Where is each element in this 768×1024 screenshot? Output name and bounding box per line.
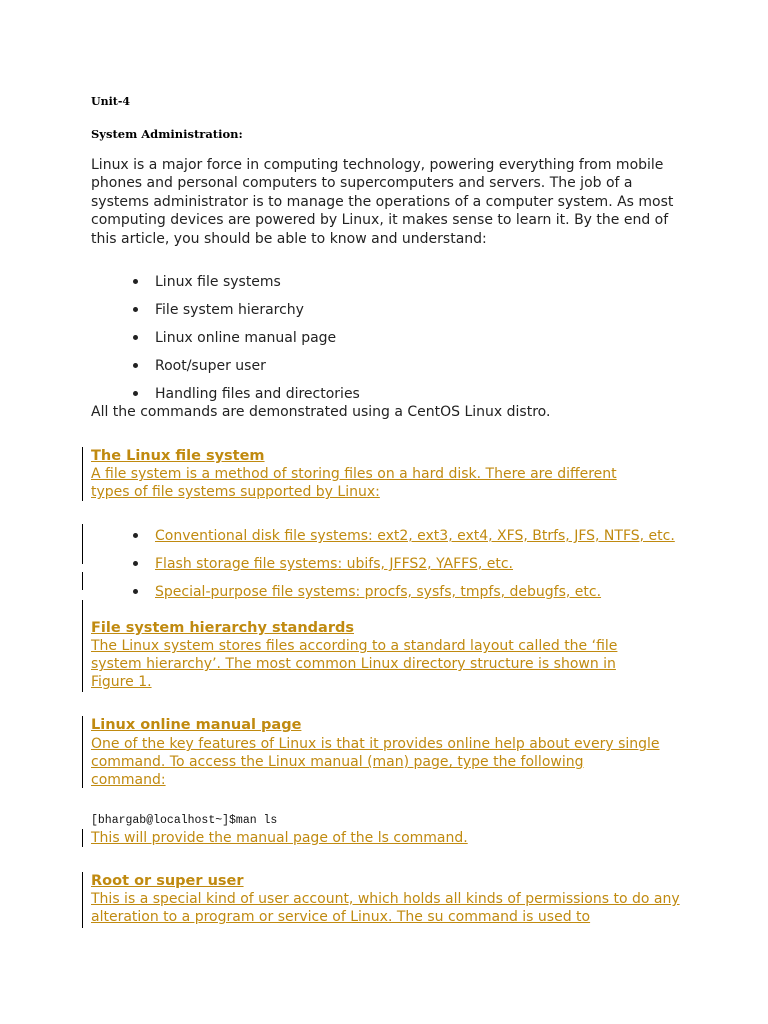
heading-hierarchy: File system hierarchy standards <box>91 620 354 636</box>
change-bar <box>82 716 83 788</box>
manual-paragraph: One of the key features of Linux is that it provides online help about every single command. To access the Linux manual (man) page, type the following command: <box>91 736 660 789</box>
change-bar <box>82 447 83 501</box>
list-item: Linux file systems <box>91 273 360 301</box>
change-bar <box>82 524 83 564</box>
list-item: Handling files and directories <box>91 385 360 413</box>
change-bar <box>82 572 83 590</box>
fs-types-list <box>91 527 691 601</box>
intro-paragraph: Linux is a major force in computing technology, powering everything from mobile phones and personal computers to supercomputers and servers. The job of a systems administrator is to manage the operations of a computer system. As most computing devices are powered by Linux, it makes sense to learn it. By the end of this article, you should be able to know and understand: <box>91 157 674 247</box>
fs-paragraph: A file system is a method of storing files on a hard disk. There are different types of file systems supported by Linux: <box>91 466 617 501</box>
command-note: This will provide the manual page of the ls command. <box>91 830 468 846</box>
list-item: File system hierarchy <box>91 301 360 329</box>
list-item: Linux online manual page <box>91 329 360 357</box>
heading-manual-page: Linux online manual page <box>91 717 302 733</box>
list-item: Flash storage file systems: ubifs, JFFS2, YAFFS, etc. <box>91 555 691 573</box>
command-example: [bhargab@localhost~]$man ls <box>91 814 278 827</box>
demo-note: All the commands are demonstrated using a CentOS Linux distro. <box>91 404 551 420</box>
unit-label: Unit-4 <box>91 95 131 108</box>
change-bar <box>82 829 83 847</box>
list-item: Conventional disk file systems: ext2, ext3, ext4, XFS, Btrfs, JFS, NTFS, etc. <box>91 527 691 545</box>
root-paragraph: This is a special kind of user account, which holds all kinds of permissions to do any alteration to a program or service of Linux. The su command is used to <box>91 891 680 926</box>
heading-root-user: Root or super user <box>91 873 244 889</box>
change-bar <box>82 600 83 692</box>
heading-linux-file-system: The Linux file system <box>91 448 265 464</box>
section-title: System Administration: <box>91 127 243 141</box>
topics-list <box>91 273 360 413</box>
list-item: Root/super user <box>91 357 360 385</box>
list-item: Special-purpose file systems: procfs, sysfs, tmpfs, debugfs, etc. <box>91 583 691 601</box>
hierarchy-paragraph: The Linux system stores files according to a standard layout called the ‘file system hierarchy’. The most common Linux directory structure is shown in Figure 1. <box>91 638 618 691</box>
change-bar <box>82 872 83 928</box>
